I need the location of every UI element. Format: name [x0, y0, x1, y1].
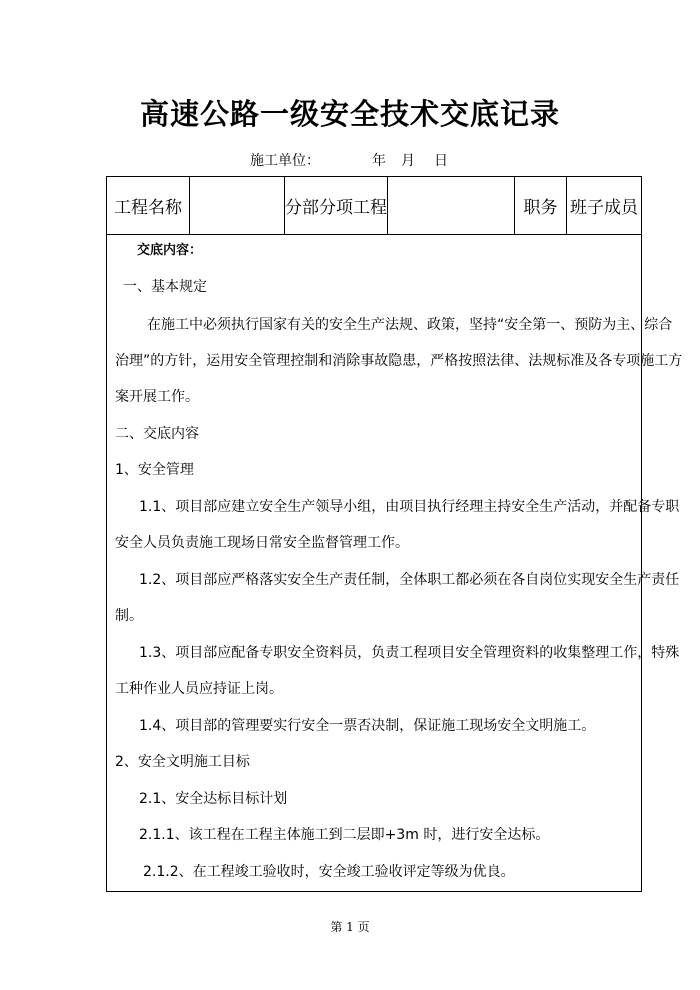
construction-unit-line	[0, 150, 700, 170]
project-name-value	[190, 177, 285, 234]
item-1-1-line2: 安全人员负责施工现场日常安全监督管理工作。	[115, 535, 409, 551]
section1-para-line1: 在施工中必须执行国家有关的安全生产法规、政策，坚持“安全第一、预防为主、综合	[147, 317, 673, 333]
item-1-2-line2: 制。	[115, 608, 143, 624]
item-2-1-1: 2.1.1、该工程在工程主体施工到二层即+3m 时，进行安全达标。	[139, 827, 550, 843]
sub-project-value	[388, 177, 515, 234]
item-1-2-line1: 1.2、项目部应严格落实安全生产责任制，全体职工都必须在各自岗位实现安全生产责任	[139, 572, 680, 588]
section1-para-line3: 案开展工作。	[115, 389, 199, 405]
section1-title: 一、基本规定	[123, 279, 207, 295]
item-1-4: 1.4、项目部的管理要实行安全一票否决制，保证施工现场安全文明施工。	[139, 718, 596, 734]
construction-unit-label: 施工单位：	[250, 153, 320, 169]
year-label: 年	[372, 153, 386, 169]
sub-project-label: 分部分项工程	[285, 177, 388, 234]
item-1-3-line1: 1.3、项目部应配备专职安全资料员，负责工程项目安全管理资料的收集整理工作，特殊	[139, 645, 680, 661]
header-row	[107, 177, 641, 235]
record-table	[106, 176, 683, 892]
item-2-1-2: 2.1.2、在工程竣工验收时，安全竣工验收评定等级为优良。	[143, 864, 515, 880]
section1-para-line2: 治理”的方针，运用安全管理控制和消除事故隐患，严格按照法律、法规标准及各专项施工方	[115, 353, 683, 369]
content-heading: 交底内容：	[137, 243, 203, 258]
page-number: 第 1 页	[330, 920, 370, 934]
item-1-1-line1: 1.1、项目部应建立安全生产领导小组，由项目执行经理主持安全生产活动，并配备专职	[139, 499, 680, 515]
project-name-label: 工程名称	[107, 177, 190, 234]
section2-title: 二、交底内容	[115, 426, 199, 442]
item-2-1: 2.1、安全达标目标计划	[139, 791, 288, 807]
position-label: 职务	[515, 177, 567, 234]
sub2-title: 2、安全文明施工目标	[115, 754, 250, 770]
sub1-title: 1、安全管理	[115, 462, 194, 478]
page-title: 高速公路一级安全技术交底记录	[139, 97, 560, 131]
position-value: 班子成员	[570, 198, 638, 218]
day-label: 日	[434, 153, 448, 169]
item-1-3-line2: 工种作业人员应持证上岗。	[115, 681, 283, 697]
month-label: 月	[401, 153, 415, 169]
